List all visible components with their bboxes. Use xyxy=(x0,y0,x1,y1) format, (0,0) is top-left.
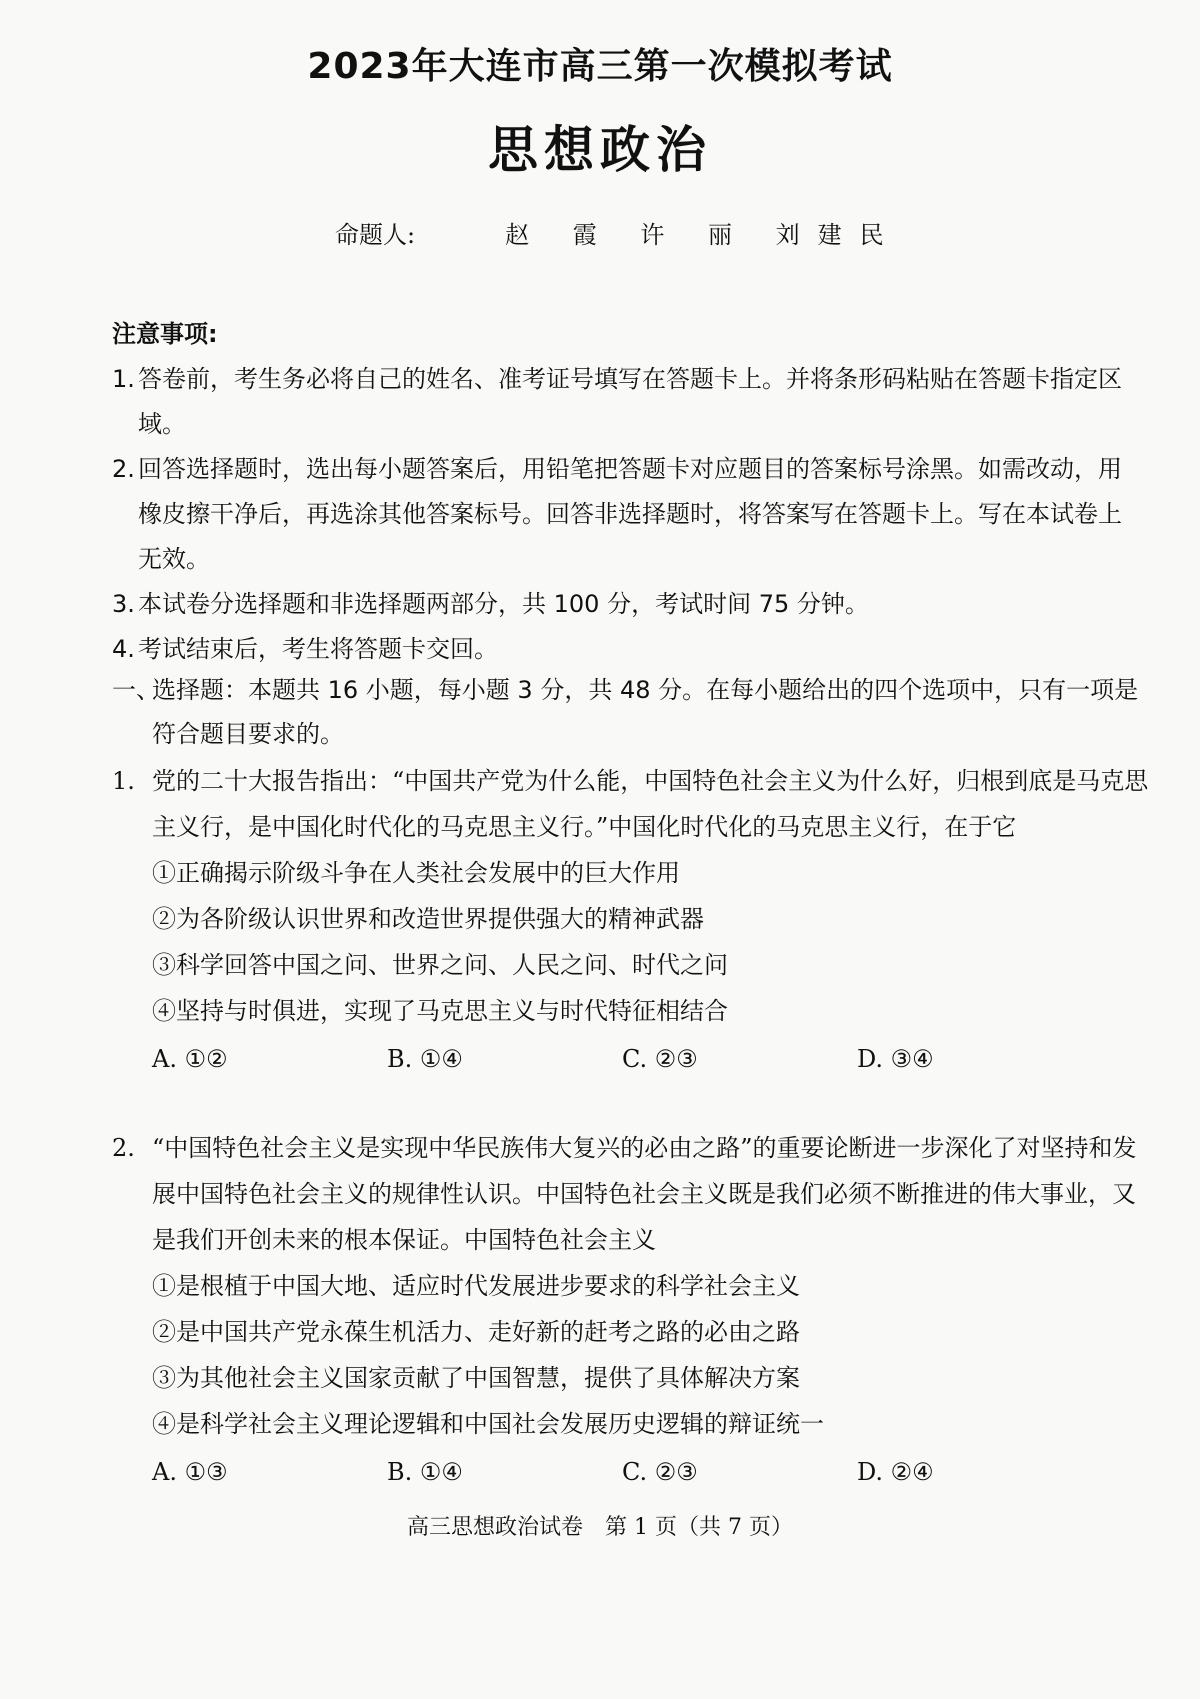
question-stem: 党的二十大报告指出：“中国共产党为什么能，中国特色社会主义为什么好，归根到底是马克思主义行，是中国化时代化的马克思主义行。”中国化时代化的马克思主义行，在于它 xyxy=(152,767,1149,841)
notice-item-number: 4. xyxy=(112,635,135,663)
exam-title: 2023年大连市高三第一次模拟考试 xyxy=(307,46,893,87)
section-number: 一、 xyxy=(112,676,160,704)
choice-d: D. ③④ xyxy=(857,1045,934,1073)
choice-c: C. ②③ xyxy=(622,1045,698,1073)
answer-choices xyxy=(112,1034,1152,1084)
question-2 xyxy=(112,1125,1152,1497)
question-option: ①是根植于中国大地、适应时代发展进步要求的科学社会主义 xyxy=(152,1272,800,1300)
question-number: 1. xyxy=(112,767,135,795)
notice-item-text: 本试卷分选择题和非选择题两部分，共 100 分，考试时间 75 分钟。 xyxy=(138,590,869,618)
notice-item-text: 考试结束后，考生将答题卡交回。 xyxy=(138,635,498,663)
page-footer: 高三思想政治试卷 第 1 页（共 7 页） xyxy=(407,1515,793,1540)
question-option: ③科学回答中国之问、世界之问、人民之问、时代之问 xyxy=(152,951,728,979)
question-option: ①正确揭示阶级斗争在人类社会发展中的巨大作用 xyxy=(152,859,680,887)
notice-item-number: 3. xyxy=(112,590,135,618)
choice-a: A. ①② xyxy=(152,1045,228,1073)
question-option: ③为其他社会主义国家贡献了中国智慧，提供了具体解决方案 xyxy=(152,1364,800,1392)
authors-line xyxy=(335,215,902,250)
section-heading xyxy=(112,668,1142,756)
notice-item-number: 2. xyxy=(112,455,135,483)
notice-item xyxy=(112,357,1142,447)
subject-title: 思想政治 xyxy=(488,120,712,179)
choice-a: A. ①③ xyxy=(152,1458,228,1486)
notice-item-text: 答卷前，考生务必将自己的姓名、准考证号填写在答题卡上。并将条形码粘贴在答题卡指定区域。 xyxy=(138,365,1122,438)
notice-item xyxy=(112,447,1142,582)
notice-block xyxy=(112,312,1142,672)
notice-item-text: 回答选择题时，选出每小题答案后，用铅笔把答题卡对应题目的答案标号涂黑。如需改动，用橡皮擦干净后，再选涂其他答案标号。回答非选择题时，将答案写在答题卡上。写在本试卷上无效。 xyxy=(138,455,1122,573)
section-text: 选择题：本题共 16 小题，每小题 3 分，共 48 分。在每小题给出的四个选项中，只有一项是符合题目要求的。 xyxy=(152,676,1139,748)
question-option: ②为各阶级认识世界和改造世界提供强大的精神武器 xyxy=(152,905,704,933)
question-number: 2. xyxy=(112,1134,135,1162)
question-1 xyxy=(112,758,1152,1084)
question-option: ④是科学社会主义理论逻辑和中国社会发展历史逻辑的辩证统一 xyxy=(152,1410,824,1438)
question-option: ④坚持与时俱进，实现了马克思主义与时代特征相结合 xyxy=(152,997,728,1025)
choice-c: C. ②③ xyxy=(622,1458,698,1486)
authors-label: 命题人: xyxy=(335,221,416,249)
choice-b: B. ①④ xyxy=(387,1045,463,1073)
authors-names: 赵 霞 许 丽 刘建民 xyxy=(505,221,902,249)
answer-choices xyxy=(112,1447,1152,1497)
question-stem: “中国特色社会主义是实现中华民族伟大复兴的必由之路”的重要论断进一步深化了对坚持和发展中国特色社会主义的规律性认识。中国特色社会主义既是我们必须不断推进的伟大事业，又是我们开创未来的根本保证。中国特色社会主义 xyxy=(152,1134,1137,1254)
notice-item xyxy=(112,627,1142,672)
notice-heading: 注意事项: xyxy=(112,320,218,348)
notice-item-number: 1. xyxy=(112,365,135,393)
choice-b: B. ①④ xyxy=(387,1458,463,1486)
notice-item xyxy=(112,582,1142,627)
question-option: ②是中国共产党永葆生机活力、走好新的赶考之路的必由之路 xyxy=(152,1318,800,1346)
choice-d: D. ②④ xyxy=(857,1458,934,1486)
